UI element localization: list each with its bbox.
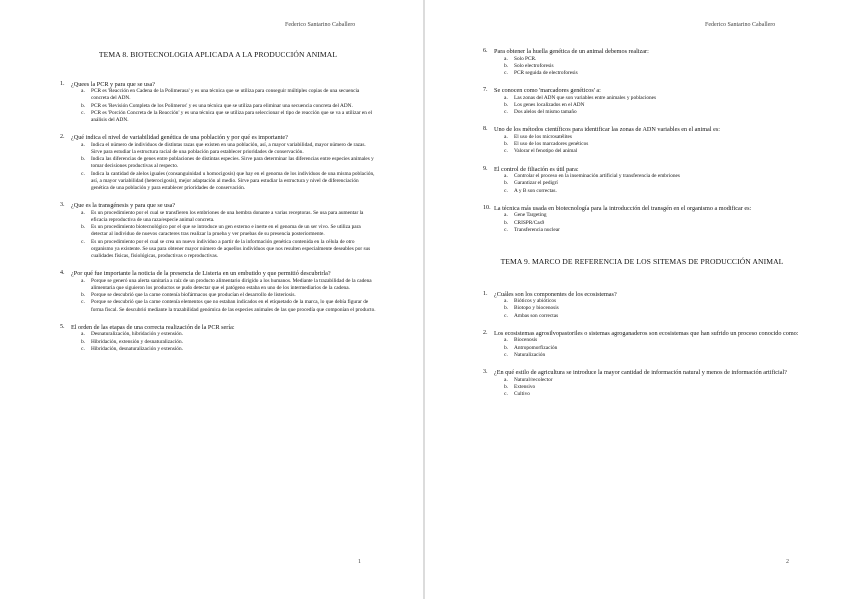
option-text: Porque se generó una alerta sanitaria a raíz de un producto alimentario dirigido a los humanos. Mediante la trazabilidad de la cadena alimentaria que siguieron los productos se pudo detectar que el patógeno estaba en uno de los intermediarios de la cadena. [91, 277, 372, 291]
option-text: Valorar el fenotipo del animal [514, 148, 578, 155]
option-text: Las zonas del ADN que son variables entre animales y poblaciones [514, 94, 657, 101]
question-text: ¿En qué estilo de agricultura se introduce la mayor cantidad de información natural y menos de información artificial? [494, 368, 787, 376]
option-letter: a. [504, 94, 508, 101]
question-list-tema-8-continued [483, 48, 801, 234]
answer-options [494, 337, 801, 359]
answer-option [81, 239, 376, 261]
answer-options [71, 142, 376, 192]
question-text: Uno de los métodos científicos para identificar las zonas de ADN variables en el animal es: [494, 126, 720, 134]
option-letter: b. [81, 292, 86, 299]
question-item [483, 126, 801, 155]
answer-option [504, 212, 801, 219]
question-text: ¿Quees la PCR y para que se usa? [71, 80, 156, 88]
answer-option [81, 346, 376, 353]
option-text: El uso de los microsatélites [514, 134, 572, 140]
option-text: Naturalización [514, 351, 546, 358]
option-letter: c. [504, 148, 508, 155]
question-list-tema-9 [483, 291, 801, 399]
option-text: Solo PCR. [514, 55, 537, 62]
option-letter: c. [504, 351, 508, 358]
answer-option [81, 88, 376, 102]
option-text: Es un procedimiento por el cual se transfieren los embriones de una hembra donante a varias receptoras. Se usa para aumentar la eficacia reproductiva de una raza/especie animal concreta. [91, 209, 364, 223]
option-text: Indica la cantidad de alelos iguales (consanguinidad u homocigosis) que hay en el genoma de los individuos de una misma población, así, a mayor variabilidad (heterocigosis), mejor adaptación al medio. Sirve para estudiar la estructura y nivel de diferenciación genética de una población y para establecer prioridades de conservación. [91, 170, 375, 191]
answer-options [494, 298, 801, 320]
page-number: 1 [358, 559, 361, 565]
running-header: Federico Santarino Caballero [705, 22, 776, 28]
option-text: Antropomorfización [514, 344, 558, 351]
question-text: ¿Cuáles son los componentes de los ecosistemas? [494, 290, 617, 298]
answer-option [504, 305, 801, 312]
page-1-content [60, 50, 376, 363]
answer-option [504, 391, 801, 398]
answer-option [81, 331, 376, 338]
answer-option [504, 337, 801, 344]
option-letter: b. [504, 219, 509, 226]
option-text: Garantizar el pedigrí [514, 180, 558, 187]
answer-option [81, 171, 376, 193]
question-text: Para obtener la huella genética de un animal debemos realizar: [494, 48, 649, 55]
answer-option [504, 70, 801, 77]
option-letter: c. [504, 226, 508, 233]
answer-options [494, 134, 801, 156]
option-letter: a. [504, 212, 508, 219]
option-letter: a. [81, 277, 85, 284]
question-item [483, 48, 801, 77]
answer-option [81, 103, 376, 110]
question-number: 9. [483, 165, 488, 172]
option-text: Los genes localizados en el ADN [514, 102, 585, 108]
option-letter: a. [81, 141, 85, 148]
answer-option [81, 156, 376, 170]
answer-option [504, 345, 801, 352]
option-text: Indica las diferencias de genes entre poblaciones de distintas especies. Sirve para determinar las diferencias entre especies animales y tomar decisiones productivas al respecto. [91, 156, 374, 170]
answer-option [504, 134, 801, 141]
answer-option [81, 299, 376, 313]
answer-option [81, 224, 376, 238]
option-letter: b. [81, 156, 86, 163]
answer-options [494, 377, 801, 399]
question-number: 2. [60, 134, 65, 141]
answer-option [504, 188, 801, 195]
option-letter: a. [504, 337, 508, 344]
question-item [483, 87, 801, 116]
page-2 [425, 0, 848, 599]
answer-option [504, 377, 801, 384]
option-letter: c. [81, 109, 85, 116]
question-item [60, 81, 376, 125]
answer-option [81, 210, 376, 224]
option-letter: a. [504, 298, 508, 305]
answer-option [504, 298, 801, 305]
option-text: Biocenosis [514, 337, 538, 344]
question-item [483, 166, 801, 195]
answer-option [504, 227, 801, 234]
question-item [483, 291, 801, 320]
option-letter: b. [504, 102, 509, 108]
option-text: Transferencia nuclear [514, 226, 560, 233]
running-header: Federico Santarino Caballero [285, 22, 356, 28]
option-text: Natural/recolector [514, 376, 553, 383]
question-item [483, 205, 801, 234]
question-number: 3. [483, 368, 488, 375]
option-letter: b. [504, 62, 509, 69]
option-text: Porque se descubrió que la carne contenía biofármacos que producían el desarrollo de listeriosis. [91, 292, 296, 299]
option-text: A y B son correctas. [514, 187, 557, 194]
option-text: Es un procedimiento biotecnológico por el que se introduce un gen externo e inerte en el genoma de un ser vivo. Se utiliza para detectar al individuo de nuevos caracteres tras realizar la prueba y ver pruebas de su presencia posteriormente. [91, 224, 361, 238]
option-text: Cultivo [514, 390, 530, 397]
option-letter: b. [81, 224, 86, 231]
answer-options [71, 278, 376, 314]
option-text: Hibridación, extensión y desnaturalización. [91, 338, 183, 345]
answer-option [504, 109, 801, 116]
question-item [60, 202, 376, 260]
answer-option [504, 56, 801, 63]
answer-option [81, 110, 376, 124]
question-number: 8. [483, 126, 488, 133]
question-text: ¿Por qué fue importante la noticia de la presencia de Listeria en un embutido y que permitió descubrirla? [71, 270, 331, 278]
option-letter: c. [81, 170, 85, 177]
option-text: Hibridación, desnaturalización y extensión. [91, 345, 183, 352]
option-text: Ambas son correctas [514, 312, 559, 319]
question-item [60, 324, 376, 353]
answer-option [504, 220, 801, 227]
option-text: Desnaturalización, hibridación y extensión. [91, 331, 183, 338]
option-letter: b. [504, 344, 509, 351]
answer-options [494, 173, 801, 195]
answer-options [71, 210, 376, 260]
question-text: ¿Que es la transgénesis y para que se usa? [71, 202, 176, 210]
option-text: Extensivo [514, 383, 536, 390]
option-letter: c. [81, 345, 85, 352]
option-letter: a. [504, 134, 508, 140]
question-item [483, 330, 801, 359]
question-number: 5. [60, 323, 65, 330]
question-text: El orden de las etapas de una correcta realización de la PCR sería: [71, 323, 235, 331]
question-number: 1. [60, 80, 65, 87]
option-letter: a. [81, 209, 85, 216]
option-text: Bióticos y abióticos [514, 298, 557, 305]
answer-option [504, 352, 801, 359]
option-text: Porque se descubrió que la carne contenía elementos que no estaban indicados en el etiquetado de la marca, lo que debía figurar de forma fiscal. Se descubrió mediante la trazabilidad genómica de las especies animales de las que procedía que componían el producto. [91, 299, 376, 313]
answer-option [504, 102, 801, 109]
option-letter: b. [504, 305, 509, 312]
question-item [60, 270, 376, 314]
answer-option [504, 148, 801, 155]
question-text: Los ecosistemas agrosilvopastoriles o sistemas agroganaderos son ecosistemas que han sufrido un proceso conocido como: [494, 329, 799, 337]
option-letter: b. [504, 383, 509, 390]
option-text: Biotopo y biocenosis [514, 305, 559, 312]
option-letter: b. [504, 141, 509, 148]
option-text: Gene Targeting [514, 212, 547, 219]
option-letter: a. [504, 376, 508, 383]
option-text: Controlar el proceso en la inseminación artificial y transferencia de embriones [514, 173, 680, 180]
option-text: PCR es 'Porción Concreta de la Reacción' y es una técnica que se utiliza para seleccionar el tipo de reacción que se va a utilizar en el análisis del ADN. [91, 109, 373, 123]
chapter-title-tema-9: TEMA 9. MARCO DE REFERENCIA DE LOS SITEMAS DE PRODUCCIÓN ANIMAL [500, 257, 784, 267]
question-text: Se conocen como 'marcadores genéticos' a: [494, 87, 601, 95]
option-letter: c. [504, 109, 508, 116]
answer-option [81, 339, 376, 346]
answer-option [81, 142, 376, 156]
chapter-title-tema-8: TEMA 8. BIOTECNOLOGIA APLICADA A LA PRODUCCIÓN ANIMAL [98, 50, 338, 59]
option-text: PCR es 'Reacción en Cadena de la Polimerasa' y es una técnica que se utiliza para conseguir múltiples copias de una secuencia concreta del ADN. [91, 88, 360, 102]
question-number: 2. [483, 329, 488, 336]
option-letter: b. [81, 338, 86, 345]
page-number: 2 [786, 559, 789, 565]
answer-option [504, 384, 801, 391]
answer-options [494, 212, 801, 234]
question-number: 4. [60, 270, 65, 277]
option-text: PCR seguida de electroforesis [514, 70, 578, 76]
option-letter: a. [504, 173, 508, 180]
option-text: Dos alelos del mismo tamaño [514, 109, 577, 116]
option-letter: a. [504, 55, 508, 62]
option-letter: c. [81, 238, 85, 245]
option-letter: c. [504, 187, 508, 194]
option-letter: b. [81, 102, 86, 109]
option-text: Indica el número de individuos de distintas razas que existen en una población, así, a mayor variabilidad, mayor número de razas. Sirve para estudiar la estructura racial de una población para establecer prioridades de conservación. [91, 141, 366, 155]
answer-options [494, 56, 801, 78]
question-number: 10. [483, 204, 491, 211]
answer-options [71, 88, 376, 124]
answer-option [504, 180, 801, 187]
page-1 [0, 0, 423, 599]
option-letter: b. [504, 180, 509, 187]
question-number: 7. [483, 87, 488, 94]
option-letter: a. [81, 88, 85, 95]
option-letter: c. [504, 312, 508, 319]
answer-option [504, 63, 801, 70]
page-2-content [483, 48, 801, 408]
option-text: PCR es 'Revisión Completa de los Polimeros' y es una técnica que se utiliza para eliminar una secuencia concreta del ADN. [91, 102, 353, 109]
option-text: CRISPR/Cas9 [514, 219, 545, 226]
question-text: El control de filiación es útil para: [494, 165, 579, 173]
question-list-tema-8 [60, 81, 376, 353]
question-number: 3. [60, 202, 65, 209]
option-text: El uso de los marcadores genéticos [514, 141, 589, 148]
option-letter: c. [81, 299, 85, 306]
answer-options [494, 95, 801, 117]
question-item [483, 369, 801, 398]
question-item [60, 134, 376, 192]
question-text: ¿Qué indica el nivel de variabilidad genética de una población y por qué es importante? [71, 134, 288, 142]
answer-option [504, 173, 801, 180]
option-letter: c. [504, 70, 508, 76]
question-number: 1. [483, 290, 488, 297]
answer-options [71, 331, 376, 353]
answer-option [504, 313, 801, 320]
option-text: Es un procedimiento por el cual se crea un nuevo individuo a partir de la información genética contenida en la célula de otro organismo ya existente. Se usa para obtener mayor número de aquellos individuos que nos resulten especialmente deseables por sus cualidades físicas, fisiológicas, productivas o reproductivas. [91, 238, 371, 259]
question-text: La técnica más usada en biotecnología para la introducción del transgén en el organismo a modificar es: [494, 204, 752, 212]
question-number: 6. [483, 48, 488, 54]
option-text: Solo electroforesis [514, 62, 554, 69]
answer-option [81, 278, 376, 292]
option-letter: c. [504, 390, 508, 397]
option-letter: a. [81, 331, 85, 338]
answer-option [504, 95, 801, 102]
